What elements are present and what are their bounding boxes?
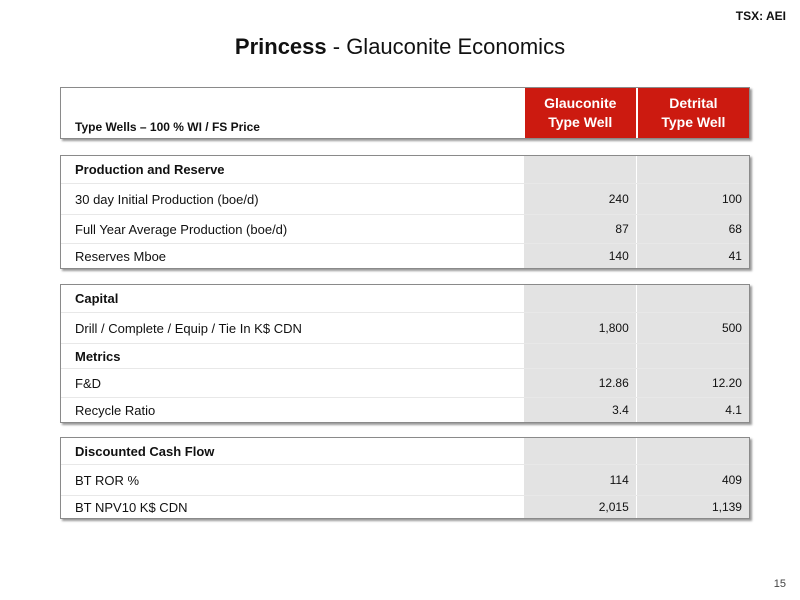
dcf-block <box>60 437 750 519</box>
page-number: 15 <box>773 578 786 590</box>
page-title <box>0 34 800 60</box>
section-label: Production and Reserve <box>75 162 225 177</box>
value-glauconite: 3.4 <box>523 398 636 422</box>
table-row <box>61 215 749 244</box>
table-row <box>61 244 749 268</box>
empty-cell <box>523 285 636 312</box>
row-label: F&D <box>75 375 101 391</box>
empty-cell <box>636 438 749 464</box>
header-block <box>60 87 750 139</box>
section-row <box>61 285 749 313</box>
section-label: Capital <box>75 291 119 306</box>
empty-cell <box>523 344 636 368</box>
row-label: Reserves Mboe <box>75 248 167 264</box>
row-label: Recycle Ratio <box>75 402 156 418</box>
value-detrital: 100 <box>636 184 749 214</box>
production-block <box>60 155 750 269</box>
value-detrital: 41 <box>636 244 749 268</box>
value-glauconite: 87 <box>523 215 636 243</box>
title-bold: Princess <box>234 34 327 59</box>
value-detrital: 68 <box>636 215 749 243</box>
row-label: BT ROR % <box>75 472 140 488</box>
table-row <box>61 313 749 344</box>
empty-cell <box>523 156 636 183</box>
row-label: BT NPV10 K$ CDN <box>75 499 188 515</box>
header-row <box>61 88 749 138</box>
section-row <box>61 344 749 369</box>
row-label: Full Year Average Production (boe/d) <box>75 221 288 237</box>
value-glauconite: 2,015 <box>523 496 636 518</box>
value-glauconite: 114 <box>523 465 636 495</box>
empty-cell <box>636 344 749 368</box>
section-label: Discounted Cash Flow <box>75 443 215 459</box>
ticker-label: TSX: AEI <box>735 9 786 23</box>
empty-cell <box>636 156 749 183</box>
empty-cell <box>636 285 749 312</box>
table-row <box>61 398 749 422</box>
value-detrital: 4.1 <box>636 398 749 422</box>
section-row <box>61 156 749 184</box>
capital-block <box>60 284 750 423</box>
section-label: Metrics <box>75 348 121 364</box>
col-detrital-header: Detrital Type Well <box>636 88 749 138</box>
value-glauconite: 140 <box>523 244 636 268</box>
value-glauconite: 12.86 <box>523 369 636 397</box>
table-row <box>61 369 749 398</box>
col-glauconite-header: Glauconite Type Well <box>523 88 636 138</box>
row-label: 30 day Initial Production (boe/d) <box>75 191 259 207</box>
table-row <box>61 465 749 496</box>
value-glauconite: 240 <box>523 184 636 214</box>
value-detrital: 12.20 <box>636 369 749 397</box>
value-detrital: 500 <box>636 313 749 343</box>
empty-cell <box>523 438 636 464</box>
title-rest: - Glauconite Economics <box>326 34 566 59</box>
row-label: Drill / Complete / Equip / Tie In K$ CDN <box>75 320 302 336</box>
table-row <box>61 496 749 518</box>
value-detrital: 1,139 <box>636 496 749 518</box>
table-row <box>61 184 749 215</box>
header-label: Type Wells – 100 % WI / FS Price <box>75 120 260 134</box>
value-detrital: 409 <box>636 465 749 495</box>
value-glauconite: 1,800 <box>523 313 636 343</box>
section-row <box>61 438 749 465</box>
